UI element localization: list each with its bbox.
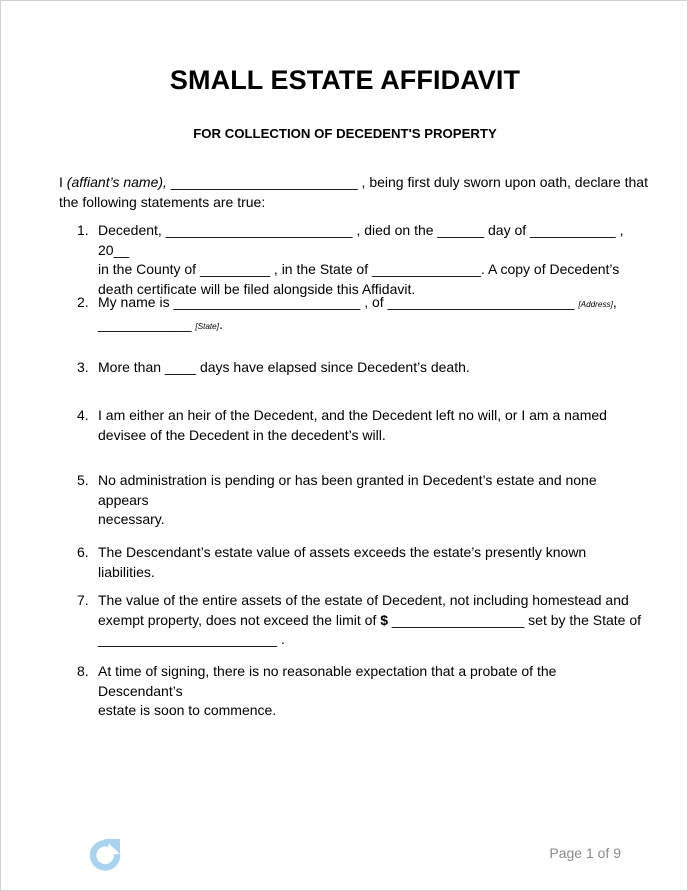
intro-text-2: , being first duly sworn upon oath, declare that <box>357 174 648 190</box>
item-7-line-3: _______________________ . <box>98 631 285 647</box>
list-item-6 <box>77 543 642 582</box>
item-number: 5. <box>77 472 89 488</box>
item-8-line-2: estate is soon to commence. <box>98 702 277 718</box>
item-number: 3. <box>77 359 89 375</box>
state-note: [State] <box>195 321 219 331</box>
list-item-5 <box>77 471 642 530</box>
item-7-line-2: exempt property, does not exceed the limit of <box>98 611 381 628</box>
intro-text-1: I <box>59 174 67 190</box>
dollar-sign: $ <box>380 611 389 628</box>
item-number: 4. <box>77 407 89 423</box>
document-subtitle: FOR COLLECTION OF DECEDENT'S PROPERTY <box>193 126 497 141</box>
list-item-8 <box>77 662 642 721</box>
item-2-line-2-end: . <box>219 315 223 332</box>
item-5-line-1: No administration is pending or has been granted in Decedent’s estate and none appears <box>98 472 597 508</box>
curved-arrow-logo-icon <box>87 835 123 873</box>
intro-paragraph <box>59 173 649 212</box>
item-1-line-3: death certificate will be filed alongside this Affidavit. <box>98 280 416 297</box>
document-title: SMALL ESTATE AFFIDAVIT <box>169 65 521 95</box>
item-number: 1. <box>77 222 89 238</box>
affiant-name-label: (affiant’s name), <box>66 174 167 190</box>
item-number: 6. <box>77 544 89 560</box>
item-7-line-2-end: _________________ set by the State of <box>388 611 642 628</box>
item-5-line-2: necessary. <box>98 511 165 527</box>
page-number: Page 1 of 9 <box>549 845 621 861</box>
item-8-line-1: At time of signing, there is no reasonable expectation that a probate of the Descendant’s <box>98 663 557 699</box>
address-note: [Address] <box>578 300 613 309</box>
item-6-line-1: The Descendant’s estate value of assets exceeds the estate’s presently known liabilities. <box>98 544 587 580</box>
item-2-line-1-end: , <box>612 294 617 310</box>
affiant-name-blank: ________________________ <box>166 174 358 190</box>
item-number: 2. <box>77 294 89 310</box>
list-item-3 <box>77 358 642 378</box>
intro-text-3: the following statements are true: <box>59 193 266 210</box>
item-1-line-1: Decedent, ________________________ , died on the ______ day of ___________ , 20__ <box>98 222 624 258</box>
item-2-line-1: My name is ________________________ , of ________________________ <box>98 294 579 310</box>
item-1-line-2: in the County of _________ , in the State of ______________. A copy of Decedent’s <box>98 261 620 277</box>
item-2-line-2: ____________ <box>98 315 196 332</box>
list-item-4 <box>77 406 642 445</box>
list-item-1 <box>77 221 642 299</box>
list-item-2 <box>77 293 642 336</box>
item-3-line-1: More than ____ days have elapsed since Decedent’s death. <box>98 359 470 375</box>
list-item-7 <box>77 591 642 650</box>
item-4-line-2: devisee of the Decedent in the decedent’s will. <box>98 426 386 443</box>
item-7-line-1: The value of the entire assets of the estate of Decedent, not including homestead and <box>98 592 629 608</box>
item-4-line-1: I am either an heir of the Decedent, and the Decedent left no will, or I am a named <box>98 407 607 423</box>
item-number: 8. <box>77 663 89 679</box>
item-number: 7. <box>77 592 89 608</box>
